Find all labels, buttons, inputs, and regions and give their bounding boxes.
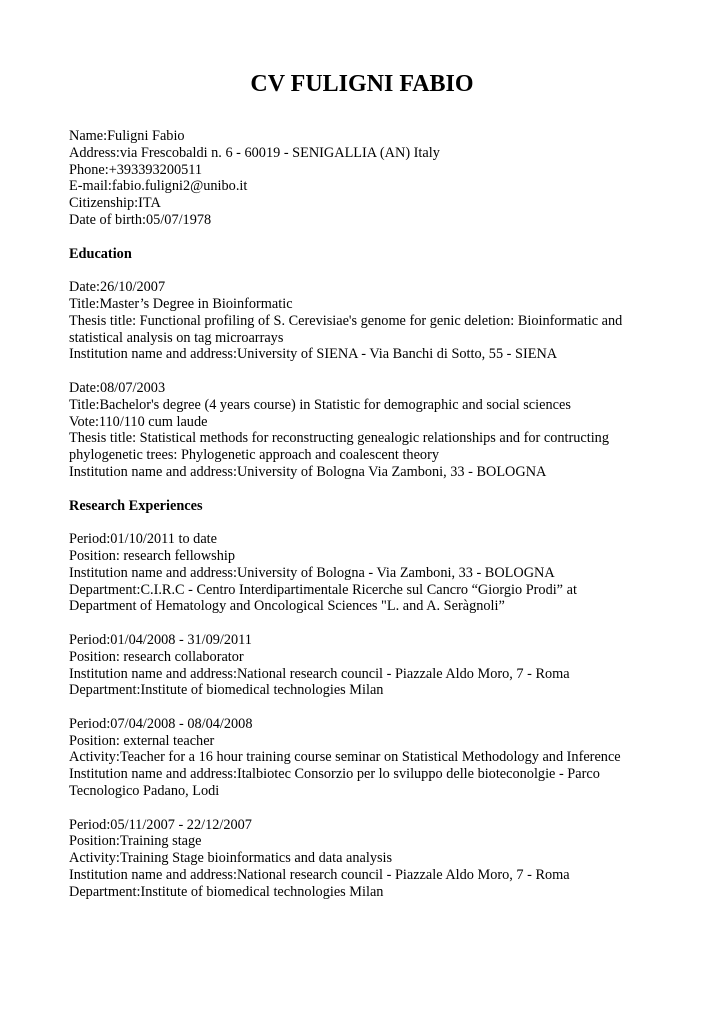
- entry-line: Institution name and address:University of SIENA - Via Banchi di Sotto, 55 - SIENA: [69, 346, 558, 363]
- entry-line: Thesis title: Functional profiling of S. Cerevisiae's genome for genic deletion: Bioinformatic and: [69, 312, 623, 329]
- phone-line: Phone:+393393200511: [69, 161, 203, 178]
- entry-line: Department:Institute of biomedical technologies Milan: [69, 682, 384, 699]
- entry-line: Institution name and address:National research council - Piazzale Aldo Moro, 7 - Roma: [69, 665, 570, 682]
- entry-line: Institution name and address:National research council - Piazzale Aldo Moro, 7 - Roma: [69, 867, 570, 884]
- entry-line: Period:01/10/2011 to date: [69, 531, 217, 548]
- entry-line: Position: research collaborator: [69, 648, 244, 665]
- entry-line: Department of Hematology and Oncological Sciences "L. and A. Seràgnoli”: [69, 598, 505, 615]
- entry-line: Title:Master’s Degree in Bioinformatic: [69, 295, 293, 312]
- address-line: Address:via Frescobaldi n. 6 - 60019 - SENIGALLIA (AN) Italy: [69, 144, 440, 161]
- entry-line: Position: research fellowship: [69, 547, 235, 564]
- citizenship-line: Citizenship:ITA: [69, 195, 161, 212]
- cv-content: [69, 128, 659, 901]
- education-entry: [69, 279, 659, 363]
- research-heading: Research Experiences: [69, 497, 203, 514]
- research-entry: [69, 531, 659, 615]
- entry-line: Date:26/10/2007: [69, 279, 166, 296]
- page-title: CV FULIGNI FABIO: [250, 71, 474, 97]
- entry-line: Period:05/11/2007 - 22/12/2007: [69, 816, 252, 833]
- entry-line: Position:Training stage: [69, 833, 202, 850]
- entry-line: Date:08/07/2003: [69, 379, 166, 396]
- entry-line: Activity:Training Stage bioinformatics and data analysis: [69, 850, 393, 867]
- research-entry: [69, 817, 659, 901]
- education-entry: [69, 380, 659, 481]
- name-line: Name:Fuligni Fabio: [69, 128, 185, 144]
- research-entry: [69, 716, 659, 800]
- research-entry: [69, 632, 659, 699]
- entry-line: phylogenetic trees: Phylogenetic approach and coalescent theory: [69, 447, 439, 464]
- entry-line: Tecnologico Padano, Lodi: [69, 783, 220, 800]
- entry-line: Institution name and address:University of Bologna Via Zamboni, 33 - BOLOGNA: [69, 463, 547, 480]
- email-line: E-mail:fabio.fuligni2@unibo.it: [69, 178, 248, 195]
- entry-line: Position: external teacher: [69, 732, 215, 749]
- entry-line: statistical analysis on tag microarrays: [69, 329, 284, 346]
- entry-line: Title:Bachelor's degree (4 years course) in Statistic for demographic and social sciences: [69, 396, 571, 413]
- entry-line: Thesis title: Statistical methods for reconstructing genealogic relationships and for contructing: [69, 430, 609, 447]
- entry-line: Department:Institute of biomedical technologies Milan: [69, 883, 384, 900]
- birthdate-line: Date of birth:05/07/1978: [69, 211, 212, 228]
- entry-line: Department:C.I.R.C - Centro Interdipartimentale Ricerche sul Cancro “Giorgio Prodi” at: [69, 581, 577, 598]
- entry-line: Vote:110/110 cum laude: [69, 413, 208, 430]
- education-heading: Education: [69, 245, 132, 262]
- entry-line: Period:07/04/2008 - 08/04/2008: [69, 715, 253, 732]
- entry-line: Institution name and address:Italbiotec Consorzio per lo sviluppo delle bioteconolgie - Parco: [69, 766, 600, 783]
- entry-line: Period:01/04/2008 - 31/09/2011: [69, 631, 252, 648]
- entry-line: Institution name and address:University of Bologna - Via Zamboni, 33 - BOLOGNA: [69, 564, 555, 581]
- personal-info: [69, 128, 659, 229]
- entry-line: Activity:Teacher for a 16 hour training course seminar on Statistical Methodology and Inference: [69, 749, 621, 766]
